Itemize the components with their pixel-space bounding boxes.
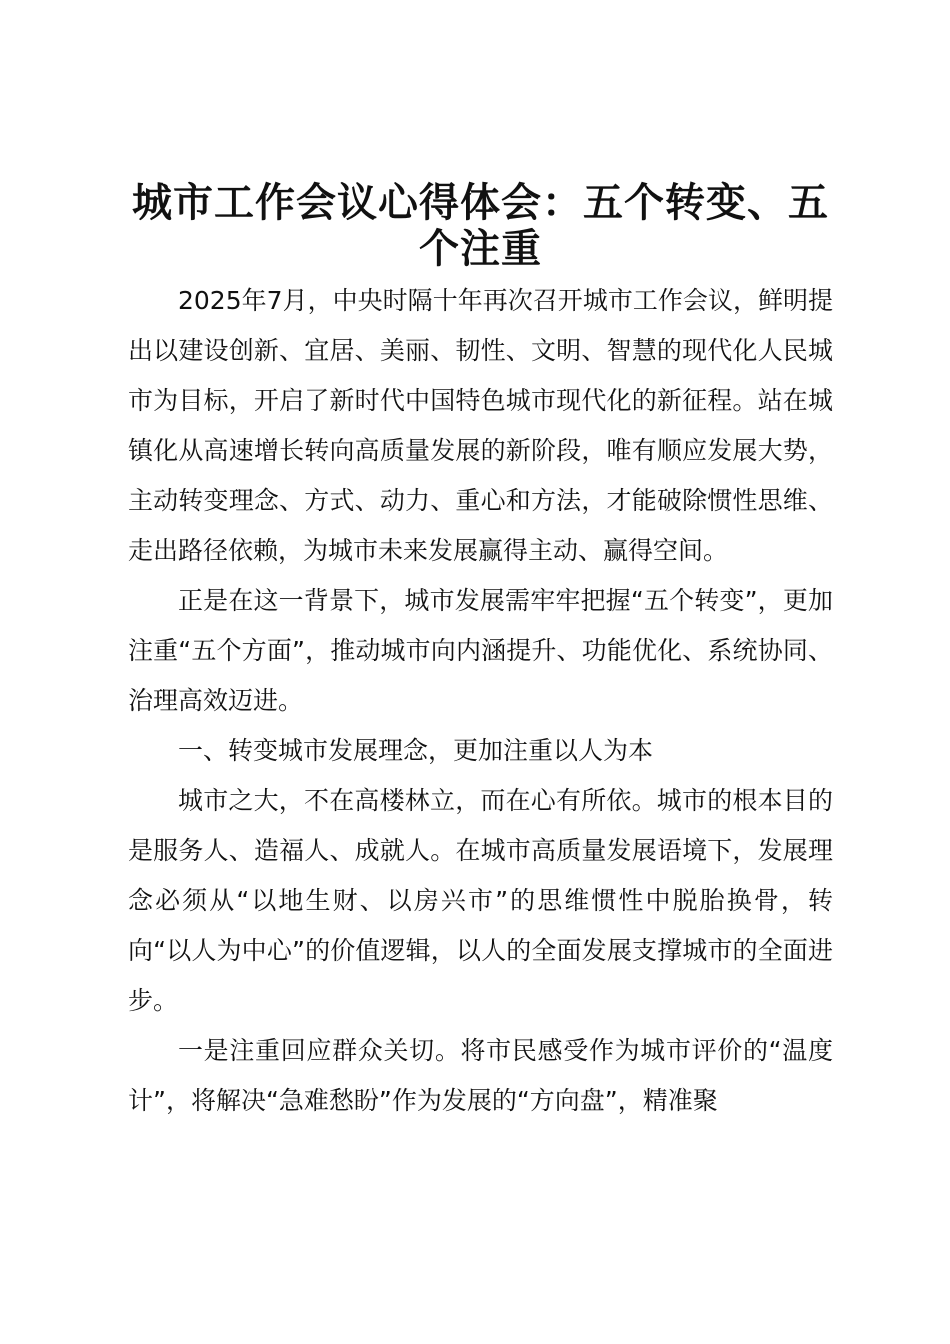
paragraph-intro: 2025年7月，中央时隔十年再次召开城市工作会议，鲜明提出以建设创新、宜居、美丽、韧性、文明、智慧的现代化人民城市为目标，开启了新时代中国特色城市现代化的新征程。站在城镇化从高速增长转向高质量发展的新阶段，唯有顺应发展大势，主动转变理念、方式、动力、重心和方法，才能破除惯性思维、走出路径依赖，为城市未来发展赢得主动、赢得空间。 [128, 286, 833, 565]
paragraph-section1-body: 城市之大，不在高楼林立，而在心有所依。城市的根本目的是服务人、造福人、成就人。在城市高质量发展语境下，发展理念必须从“以地生财、以房兴市”的思维惯性中脱胎换骨，转向“以人为中心”的价值逻辑，以人的全面发展支撑城市的全面进步。 [128, 786, 833, 1015]
section-heading: 一、转变城市发展理念，更加注重以人为本 [178, 736, 654, 765]
document-page [128, 180, 833, 1126]
paragraph-section1-point1: 一是注重回应群众关切。将市民感受作为城市评价的“温度计”，将解决“急难愁盼”作为发展的“方向盘”，精准聚 [128, 1036, 833, 1115]
document-title: 城市工作会议心得体会：五个转变、五个注重 [132, 179, 829, 272]
paragraph-background: 正是在这一背景下，城市发展需牢牢把握“五个转变”，更加注重“五个方面”，推动城市向内涵提升、功能优化、系统协同、治理高效迈进。 [128, 586, 833, 715]
